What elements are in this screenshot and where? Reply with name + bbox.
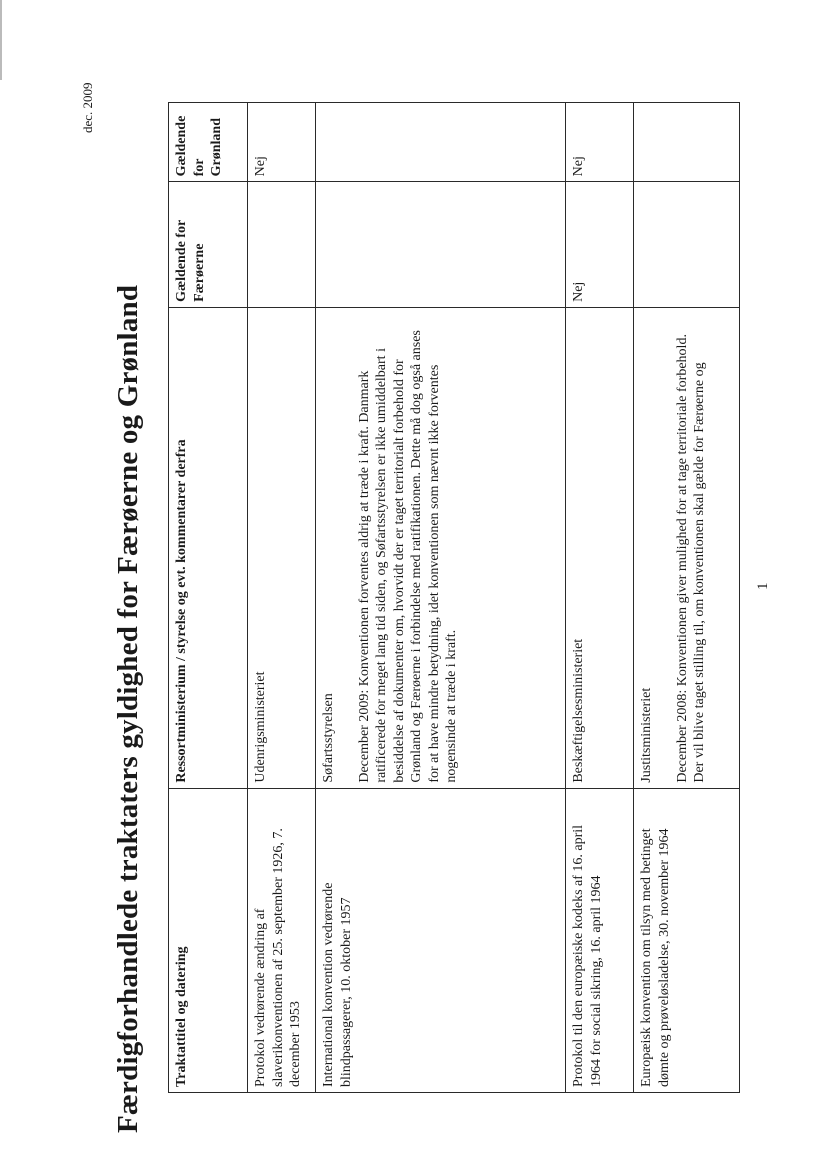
greenland-cell xyxy=(316,103,566,182)
ministry-cell xyxy=(566,307,634,788)
ministry-cell xyxy=(634,307,740,788)
page-title: Færdigforhandlede traktaters gyldighed for Færøerne og Grønland xyxy=(112,284,144,1133)
treaty-cell: Protokol vedrørende ændring af slaverikonventionen af 25. september 1926, 7. december 1953 xyxy=(248,788,316,1092)
ministry-name: Søfartsstyrelsen xyxy=(321,693,336,783)
header-treaty: Traktattitel og datering xyxy=(169,788,248,1092)
treaty-table xyxy=(168,102,740,1093)
ministry-comment: December 2008: Konventionen giver mulighed for at tage territoriale forbehold. Der vil blive taget stilling til, om konventionen skal gælde for Færøerne og xyxy=(674,334,707,783)
page-number: 1 xyxy=(755,582,771,590)
header-faroe: Gældende for Færøerne xyxy=(169,182,248,308)
table-row xyxy=(634,103,740,1093)
greenland-cell: Nej xyxy=(566,103,634,182)
treaty-cell: International konvention vedrørende blindpassagerer, 10. oktober 1957 xyxy=(316,788,566,1092)
table-header-row xyxy=(169,103,248,1093)
ministry-name: Udenrigsministeriet xyxy=(253,671,268,783)
header-greenland: Gældende for Grønland xyxy=(169,103,248,182)
treaty-cell: Europæisk konvention om tilsyn med betinget dømte og prøveløsladelse, 30. november 1964 xyxy=(634,788,740,1092)
greenland-cell xyxy=(634,103,740,182)
ministry-name: Justitsministeriet xyxy=(639,687,654,783)
treaty-cell: Protokol til den europæiske kodeks af 16. april 1964 for social sikring, 16. april 1964 xyxy=(566,788,634,1092)
date-stamp: dec. 2009 xyxy=(80,82,95,133)
faroe-cell xyxy=(248,182,316,308)
faroe-cell xyxy=(634,182,740,308)
faroe-cell xyxy=(316,182,566,308)
greenland-cell: Nej xyxy=(248,103,316,182)
ministry-name: Beskæftigelsesministeriet xyxy=(571,638,586,783)
ministry-cell xyxy=(316,307,566,788)
scan-artifact xyxy=(0,0,2,80)
table-row xyxy=(566,103,634,1093)
faroe-cell: Nej xyxy=(566,182,634,308)
table-row xyxy=(316,103,566,1093)
ministry-cell xyxy=(248,307,316,788)
ministry-comment: December 2009: Konventionen forventes aldrig at træde i kraft. Danmark ratificerede for meget lang tid siden, og Søfartsstyrelsen er ikke umiddelbart i besiddelse af dokumenter om, hvorvidt der er taget territorialt forbehold for Grønland og Færøerne i forbindelse med ratifikationen. Dette må dog også anses for at have mindre betydning, idet konventionen som nævnt ikke forventes nogensinde at træde i kraft. xyxy=(356,330,459,783)
header-ministry: Ressortministerium / styrelse og evt. kommentarer derfra xyxy=(169,307,248,788)
table-row xyxy=(248,103,316,1093)
